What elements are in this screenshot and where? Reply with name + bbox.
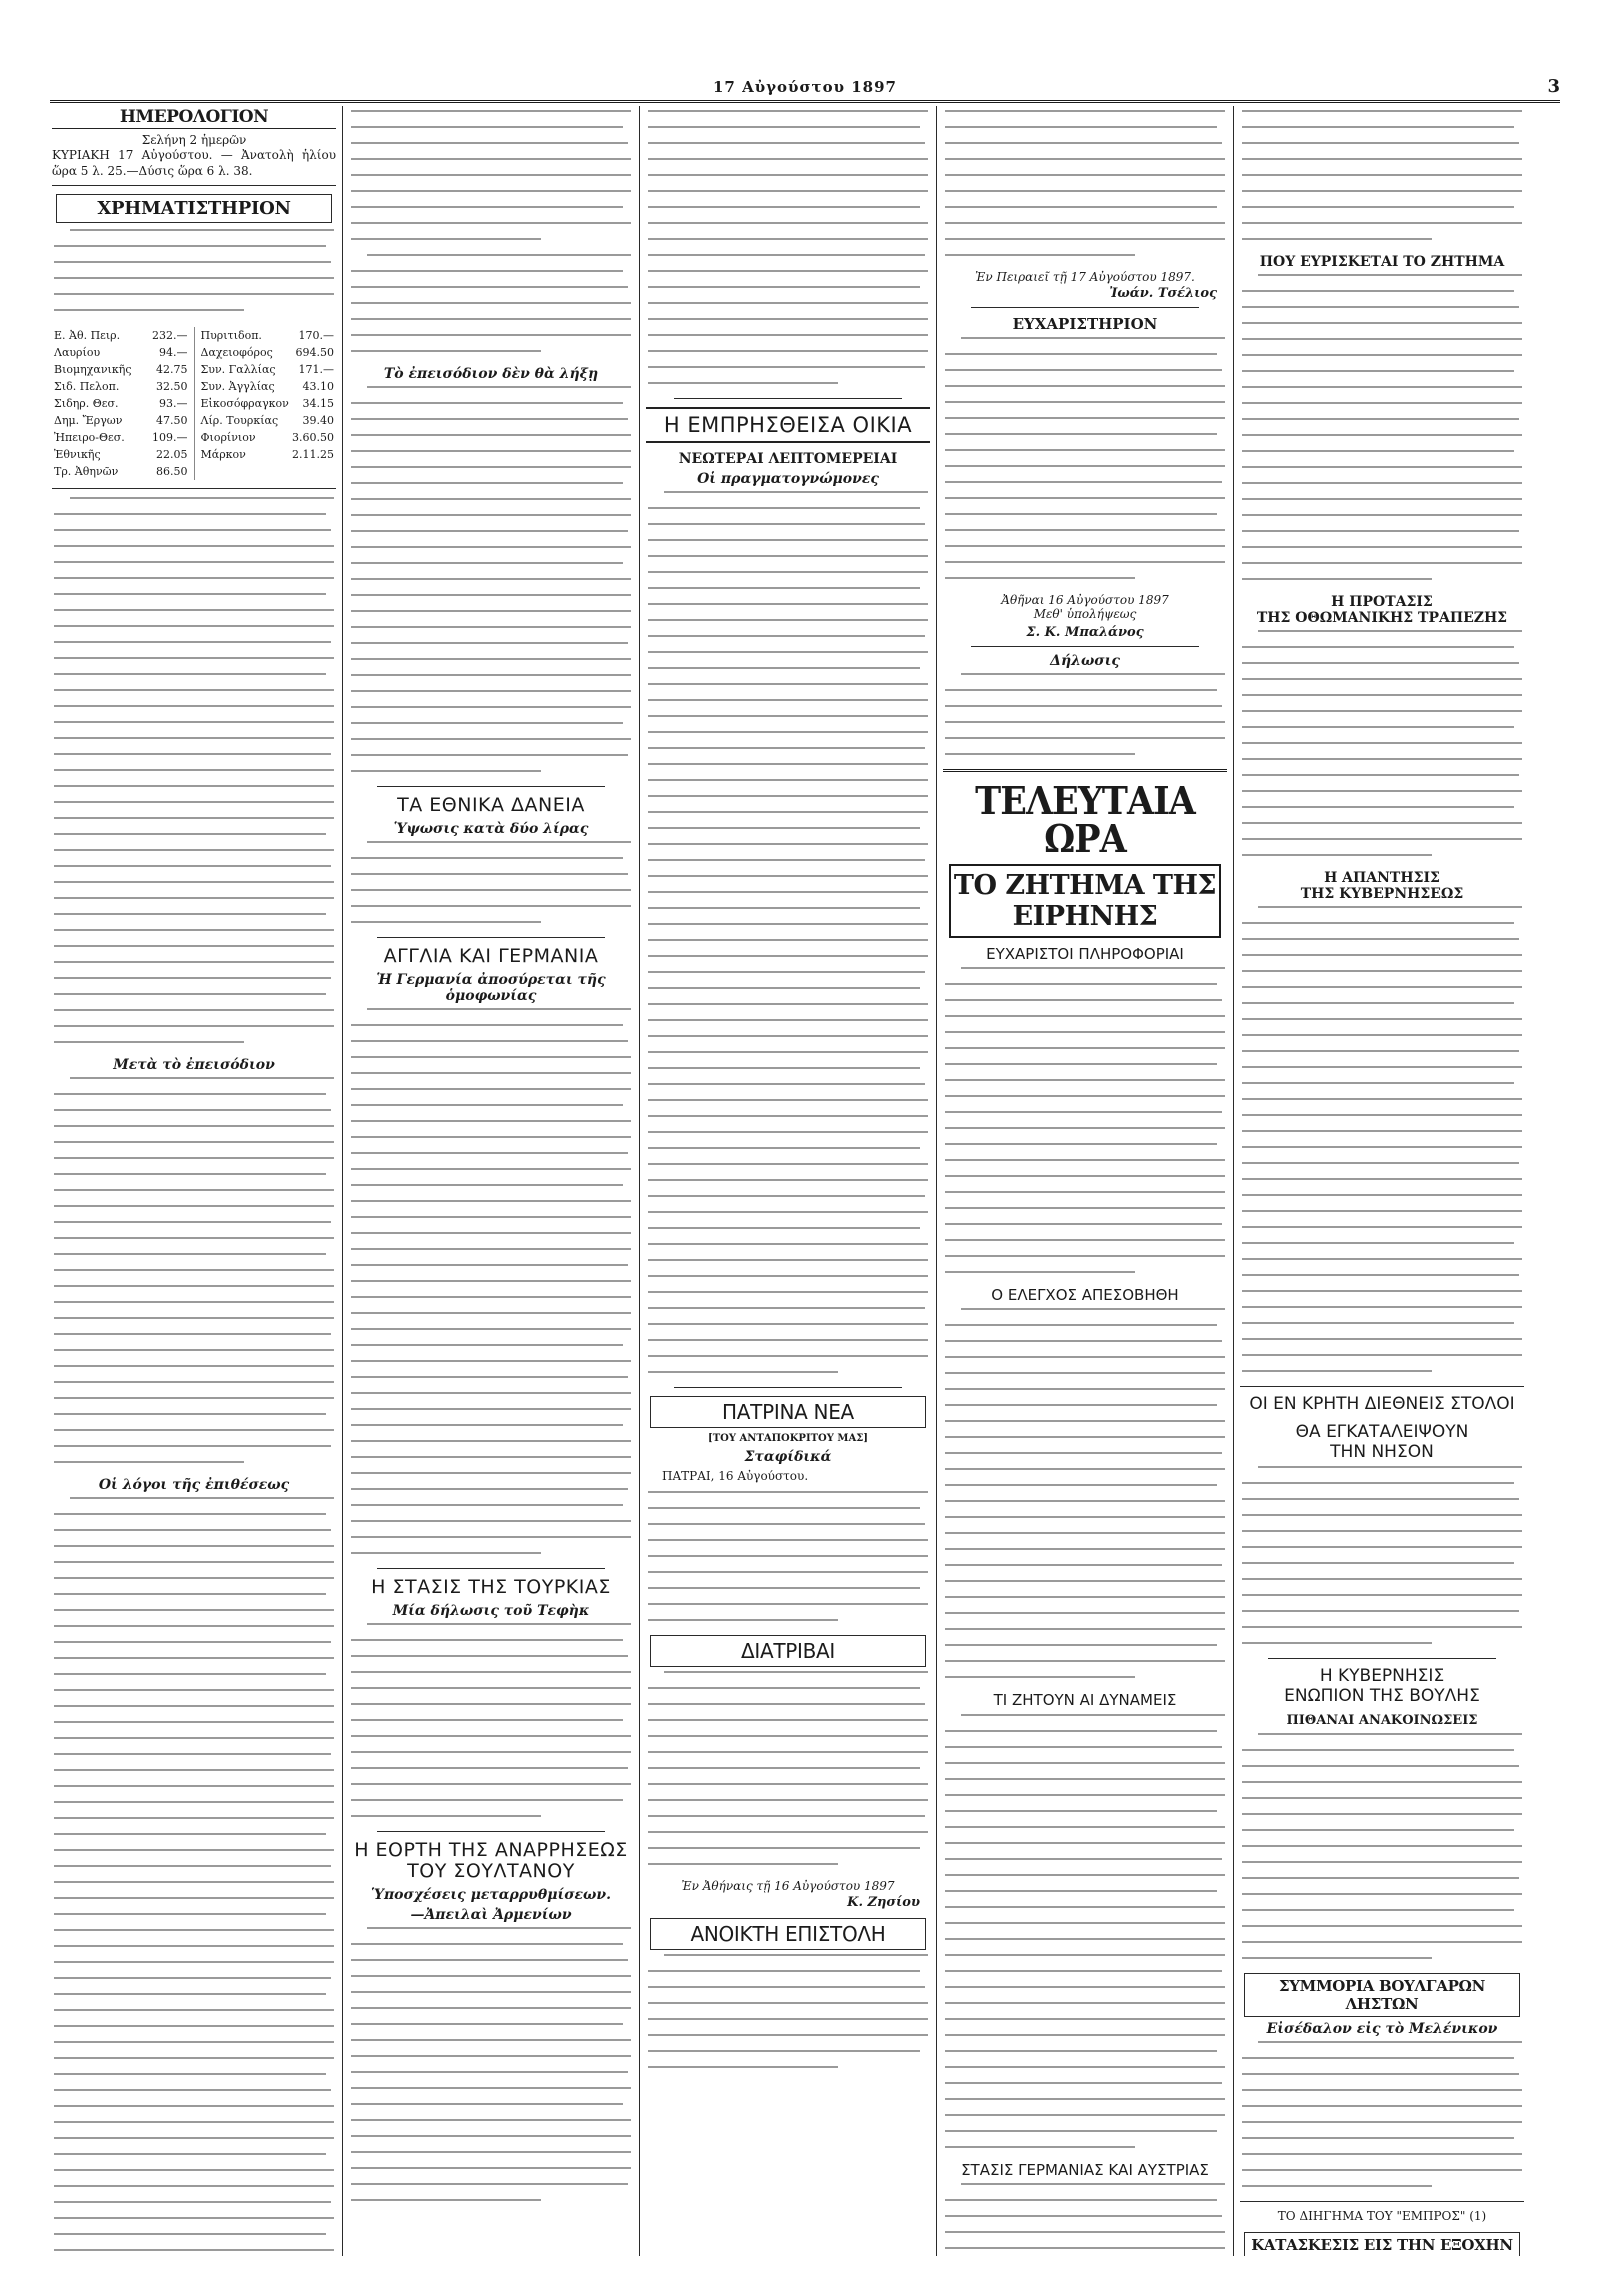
security-name: Δημ. Ἔργων [54, 414, 123, 428]
serial-title: ΚΑΤΑΣΚΕΣΙΣ ΕΙΣ ΤΗΝ ΕΞΟΧΗΝ [1244, 2232, 1520, 2256]
security-price: 93.— [159, 397, 188, 411]
page-number: 3 [1547, 76, 1560, 97]
price-cell [194, 327, 335, 344]
article-body [1240, 630, 1524, 856]
article-body [1240, 1466, 1524, 1644]
issue-date: 17 Αὐγούστου 1897 [713, 78, 897, 96]
article-body [646, 1491, 930, 1621]
article-subtitle: ΘΑ ΕΓΚΑΤΑΛΕΙΨΟΥΝ [1295, 1422, 1469, 1443]
article-body [646, 110, 930, 384]
price-row [54, 327, 334, 344]
divider [377, 786, 605, 787]
article-body [1240, 906, 1524, 1372]
article-body [349, 386, 633, 772]
column-divider [342, 106, 343, 2256]
section-heading: Μετὰ τὸ ἐπεισόδιον [113, 1057, 275, 1074]
column-5 [1240, 106, 1524, 2256]
article-body [52, 1077, 336, 1463]
poster-subtitle: ΤΟ ΖΗΤΗΜΑ ΤΗΣ ΕΙΡΗΝΗΣ [949, 864, 1221, 938]
security-name: Τρ. Ἀθηνῶν [54, 465, 119, 479]
security-price: 47.50 [156, 414, 188, 428]
security-name: Σιδ. Πελοπ. [54, 380, 120, 394]
price-row [54, 412, 334, 429]
article-title: ΕΝΩΠΙΟΝ ΤΗΣ ΒΟΥΛΗΣ [1284, 1685, 1480, 1706]
dateline: Ἐν Πειραιεῖ τῇ 17 Αὐγούστου 1897. [975, 270, 1195, 284]
section-heading: Σταφίδικά [744, 1449, 832, 1466]
divider [1268, 1658, 1496, 1659]
article-subtitle: ΠΙΘΑΝΑΙ ΑΝΑΚΟΙΝΩΣΕΙΣ [1286, 1713, 1478, 1729]
article-subtitle: ΤΙ ΖΗΤΟΥΝ ΑΙ ΔΥΝΑΜΕΙΣ [993, 1691, 1177, 1710]
price-cell [54, 412, 194, 429]
price-cell [54, 327, 194, 344]
article-body [943, 2183, 1227, 2256]
divider [674, 1387, 902, 1388]
signature: Κ. Ζησίου [847, 1894, 920, 1910]
article-body [1240, 1733, 1524, 1959]
article-title: ΤΗΣ ΚΥΒΕΡΝΗΣΕΩΣ [1300, 886, 1464, 903]
article-body [349, 1623, 633, 1817]
calendar-moon: Σελήνη 2 ἡμερῶν [141, 132, 247, 147]
signature: Σ. Κ. Μπαλάνος [1026, 624, 1144, 640]
price-cell [194, 412, 335, 429]
security-price: 39.40 [302, 414, 334, 428]
price-row [54, 344, 334, 361]
article-body [349, 841, 633, 923]
article-subtitle: Εἰσέδαλον εἰς τὸ Μελένικον [1266, 2021, 1498, 2038]
divider [377, 1831, 605, 1832]
security-name: Πυριτιδοπ. [200, 329, 262, 343]
price-cell [54, 395, 194, 412]
article-subtitle: —Ἀπειλαὶ Ἀρμενίων [410, 1907, 572, 1924]
article-subtitle: Ο ΕΛΕΓΧΟΣ ΑΠΕΣΟΒΗΘΗ [991, 1286, 1179, 1305]
article-subtitle: Ὑψωσις κατὰ δύο λίρας [393, 820, 589, 837]
article-body [349, 254, 633, 352]
column-3 [646, 106, 930, 2256]
column-1 [52, 106, 336, 2256]
price-cell [54, 463, 194, 480]
security-price: 232.— [152, 329, 188, 343]
price-cell [194, 378, 335, 395]
article-title: Η ΕΟΡΤΗ ΤΗΣ ΑΝΑΡΡΗΣΕΩΣ ΤΟΥ ΣΟΥΛΤΑΝΟΥ [354, 1838, 628, 1883]
article-body [943, 1308, 1227, 1678]
security-name: Συν. Ἀγγλίας [200, 380, 275, 394]
divider [377, 937, 605, 938]
serial-heading: ΤΟ ΔΙΗΓΗΜΑ ΤΟΥ "ΕΜΠΡΟΣ" (1) [1277, 2209, 1487, 2224]
security-name: Ἠπειρο-Θεσ. [54, 431, 125, 445]
article-title: Η ΚΥΒΕΡΝΗΣΙΣ [1319, 1666, 1445, 1687]
article-body [943, 337, 1227, 579]
article-body [943, 1714, 1227, 2148]
price-cell [54, 429, 194, 446]
divider [377, 1568, 605, 1569]
closing: Μεθ' ὑπολήψεως [1033, 607, 1137, 622]
price-cell [54, 446, 194, 463]
security-price: 42.75 [156, 363, 188, 377]
price-cell [194, 361, 335, 378]
article-body [349, 1008, 633, 1554]
divider [971, 307, 1199, 308]
section-heading: Τὸ ἐπεισόδιον δὲν θὰ λήξῃ [383, 366, 599, 382]
article-subtitle: Ἡ Γερμανία ἀποσύρεται τῆς ὁμοφωνίας [376, 971, 606, 1004]
security-price: 22.05 [156, 448, 188, 462]
price-cell [194, 463, 335, 480]
poster-title: ΤΕΛΕΥΤΑΙΑ ΩΡΑ [975, 777, 1195, 861]
article-title: Η ΕΜΠΡΗΣΘΕΙΣΑ ΟΙΚΙΑ [646, 407, 930, 443]
article-body [52, 497, 336, 1043]
security-price: 2.11.25 [292, 448, 334, 462]
divider [1240, 2201, 1524, 2202]
article-subtitle: ΣΤΑΣΙΣ ΓΕΡΜΑΝΙΑΣ ΚΑΙ ΑΥΣΤΡΙΑΣ [961, 2160, 1209, 2179]
security-price: 86.50 [156, 465, 188, 479]
price-row [54, 378, 334, 395]
security-name: Ἐθνικῆς [54, 448, 101, 462]
column-divider [936, 106, 937, 2256]
security-price: 3.60.50 [292, 431, 334, 445]
markets-title: ΧΡΗΜΑΤΙΣΤΗΡΙΟΝ [56, 194, 332, 223]
price-cell [54, 361, 194, 378]
security-price: 94.— [159, 346, 188, 360]
price-row [54, 429, 334, 446]
calendar-sun: ΚΥΡΙΑΚΗ 17 Αὐγούστου. — Ἀνατολὴ ἡλίου ὥρα 5 λ. 25.—Δύσις ὥρα 6 λ. 38. [52, 148, 336, 178]
correspondent-tag: [ΤΟΥ ΑΝΤΑΠΟΚΡΙΤΟΥ ΜΑΣ] [707, 1433, 869, 1445]
price-cell [194, 395, 335, 412]
article-title: ΑΝΟΙΚΤΗ ΕΠΙΣΤΟΛΗ [650, 1918, 926, 1950]
article-title: ΤΗΣ ΟΘΩΜΑΝΙΚΗΣ ΤΡΑΠΕΖΗΣ [1256, 610, 1508, 627]
security-name: Λαυρίου [54, 346, 101, 360]
masthead [50, 78, 1560, 100]
article-title: ΣΥΜΜΟΡΙΑ ΒΟΥΛΓΑΡΩΝ ΛΗΣΤΩΝ [1244, 1973, 1520, 2017]
divider [52, 185, 336, 186]
article-body [1240, 274, 1524, 580]
divider [971, 646, 1199, 647]
dateline: ΠΑΤΡΑΙ, 16 Αὐγούστου. [662, 1469, 809, 1484]
article-body [646, 1671, 930, 1865]
price-cell [194, 344, 335, 361]
article-title: Η ΠΡΟΤΑΣΙΣ [1331, 594, 1433, 611]
security-name: Μάρκον [200, 448, 246, 462]
article-body [52, 1497, 336, 2256]
article-subtitle: Μία δήλωσις τοῦ Τεφὴκ [392, 1602, 590, 1619]
article-body [1240, 110, 1524, 240]
security-price: 171.— [298, 363, 334, 377]
divider [52, 488, 336, 489]
article-body [1240, 2041, 1524, 2187]
signature: Ἰωάν. Τσέλιος [1109, 286, 1217, 301]
price-row [54, 446, 334, 463]
section-heading: Οἱ πραγματογνώμονες [697, 471, 879, 488]
article-subtitle: ΤΗΝ ΝΗΣΟΝ [1330, 1441, 1434, 1462]
section-heading: Δήλωσις [1050, 652, 1120, 669]
price-cell [54, 378, 194, 395]
article-title: ΔΙΑΤΡΙΒΑΙ [650, 1635, 926, 1667]
divider [1240, 1386, 1524, 1387]
column-divider [639, 106, 640, 2256]
divider [943, 769, 1227, 772]
section-heading: Οἱ λόγοι τῆς ἐπιθέσεως [98, 1477, 290, 1494]
article-body [646, 1954, 930, 2068]
security-name: Εἰκοσόφραγκον [200, 397, 289, 411]
security-name: Συν. Γαλλίας [200, 363, 276, 377]
article-body [943, 673, 1227, 755]
article-title: ΤΑ ΕΘΝΙΚΑ ΔΑΝΕΙΑ [397, 794, 585, 816]
price-table [52, 325, 336, 482]
column-2 [349, 106, 633, 2256]
price-cell [194, 429, 335, 446]
price-cell [194, 446, 335, 463]
dateline: Ἐν Ἀθήναις τῇ 16 Αὐγούστου 1897 [681, 1878, 895, 1893]
security-name: Δαχειοφόρος [200, 346, 273, 360]
masthead-rule [50, 100, 1560, 103]
article-title: Η ΑΠΑΝΤΗΣΙΣ [1324, 870, 1440, 887]
security-name: Λίρ. Τουρκίας [200, 414, 279, 428]
column-divider [1233, 106, 1234, 2256]
article-body [943, 967, 1227, 1273]
security-price: 109.— [152, 431, 188, 445]
price-row [54, 463, 334, 480]
price-row [54, 395, 334, 412]
article-body [52, 229, 336, 311]
article-title: ΟΙ ΕΝ ΚΡΗΤΗ ΔΙΕΘΝΕΙΣ ΣΤΟΛΟΙ [1249, 1394, 1515, 1415]
security-price: 170.— [298, 329, 334, 343]
security-price: 694.50 [295, 346, 334, 360]
article-body [646, 491, 930, 1373]
article-subtitle: ΝΕΩΤΕΡΑΙ ΛΕΠΤΟΜΕΡΕΙΑΙ [678, 451, 898, 468]
article-body [349, 110, 633, 240]
divider [674, 398, 902, 399]
price-cell [54, 344, 194, 361]
security-name: Βιομηχανικῆς [54, 363, 132, 377]
article-subtitle: Ὑποσχέσεις μεταρρυθμίσεων. [371, 1887, 611, 1904]
article-body [349, 1927, 633, 2201]
article-title: Η ΣΤΑΣΙΣ ΤΗΣ ΤΟΥΡΚΙΑΣ [371, 1575, 611, 1598]
security-name: Σιδηρ. Θεσ. [54, 397, 119, 411]
security-name: Φιορίνιον [200, 431, 256, 445]
security-price: 32.50 [156, 380, 188, 394]
article-title: ΑΓΓΛΙΑ ΚΑΙ ΓΕΡΜΑΝΙΑ [383, 944, 599, 967]
article-body [943, 110, 1227, 256]
calendar-title: ΗΜΕΡΟΛΟΓΙΟΝ [52, 108, 336, 129]
section-heading: ΠΟΥ ΕΥΡΙΣΚΕΤΑΙ ΤΟ ΖΗΤΗΜΑ [1259, 254, 1505, 270]
security-name: Ε. Ἀθ. Πειρ. [54, 329, 121, 343]
security-price: 34.15 [302, 397, 334, 411]
column-4 [943, 106, 1227, 2256]
dateline: Ἀθῆναι 16 Αὐγούστου 1897 [1001, 593, 1169, 608]
article-title: ΕΥΧΑΡΙΣΤΗΡΙΟΝ [1012, 315, 1158, 333]
article-subtitle: ΕΥΧΑΡΙΣΤΟΙ ΠΛΗΡΟΦΟΡΙΑΙ [986, 944, 1184, 963]
price-row [54, 361, 334, 378]
security-price: 43.10 [302, 380, 334, 394]
article-title: ΠΑΤΡΙΝΑ ΝΕΑ [650, 1396, 926, 1428]
